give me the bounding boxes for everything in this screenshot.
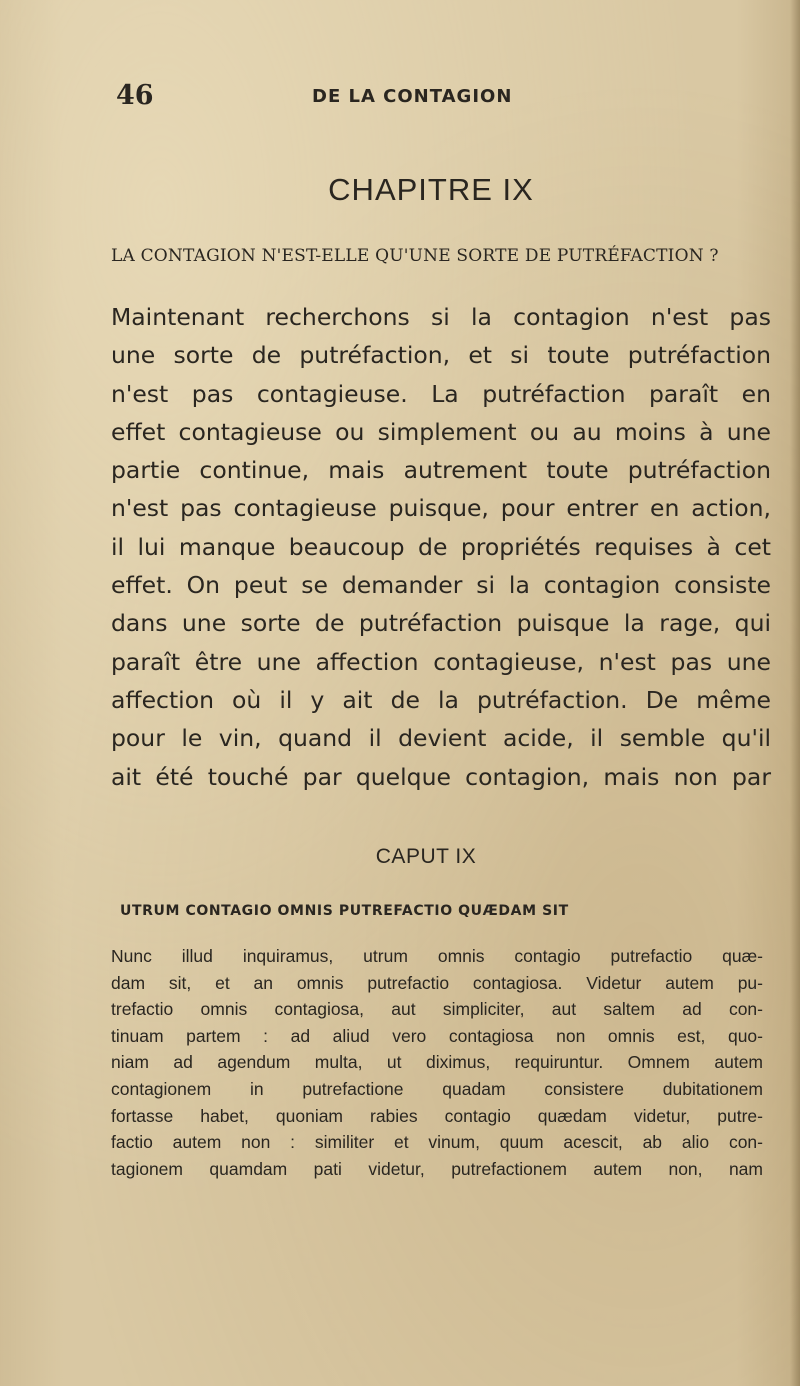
french-paragraph <box>111 298 771 796</box>
latin-line: trefactio omnis contagiosa, aut simpliciter, aut saltem ad con- <box>111 999 763 1020</box>
chapter-title: CHAPITRE IX <box>328 172 534 207</box>
page-number: 46 <box>116 80 154 111</box>
latin-chapter-heading: CAPUT IX <box>375 845 477 868</box>
running-head: DE LA CONTAGION <box>312 86 513 107</box>
latin-line: dam sit, et an omnis putrefactio contagiosa. Videtur autem pu- <box>111 972 763 993</box>
latin-line: contagionem in putrefactione quadam consistere dubitationem <box>111 1078 763 1099</box>
french-line: Maintenant recherchons si la contagion n'est pas <box>111 303 771 331</box>
french-line: dans une sorte de putréfaction puisque la rage, qui <box>111 609 771 638</box>
french-line: une sorte de putréfaction, et si toute putréfaction <box>111 341 771 370</box>
latin-line: factio autem non : similiter et vinum, quum acescit, ab alio con- <box>111 1132 763 1153</box>
latin-paragraph <box>111 943 763 1182</box>
french-line: pour le vin, quand il devient acide, il semble qu'il <box>111 724 771 753</box>
french-line: effet contagieuse ou simplement ou au moins à une <box>111 417 771 446</box>
latin-line: niam ad agendum multa, ut diximus, requiruntur. Omnem autem <box>111 1052 763 1073</box>
chapter-subtitle: LA CONTAGION N'EST-ELLE QU'UNE SORTE DE PUTRÉFACTION ? <box>111 246 719 266</box>
latin-line: fortasse habet, quoniam rabies contagio quædam videtur, putre- <box>111 1105 763 1126</box>
french-line: n'est pas contagieuse puisque, pour entrer en action, <box>111 494 771 523</box>
french-line: paraît être une affection contagieuse, n'est pas une <box>111 647 771 676</box>
latin-line: Nunc illud inquiramus, utrum omnis contagio putrefactio quæ- <box>111 946 763 966</box>
french-line: il lui manque beaucoup de propriétés requises à cet <box>111 532 771 561</box>
french-line: ait été touché par quelque contagion, mais non par <box>111 762 771 791</box>
french-line: affection où il y ait de la putréfaction. De même <box>111 685 771 714</box>
french-line: n'est pas contagieuse. La putréfaction paraît en <box>111 379 771 408</box>
latin-chapter-subtitle: UTRUM CONTAGIO OMNIS PUTREFACTIO QUÆDAM SIT <box>120 903 569 919</box>
latin-line: tinuam partem : ad aliud vero contagiosa non omnis est, quo- <box>111 1025 763 1046</box>
latin-line: tagionem quamdam pati videtur, putrefactionem autem non, nam <box>111 1158 763 1179</box>
french-line: effet. On peut se demander si la contagion consiste <box>111 571 771 600</box>
french-line: partie continue, mais autrement toute putréfaction <box>111 456 771 485</box>
